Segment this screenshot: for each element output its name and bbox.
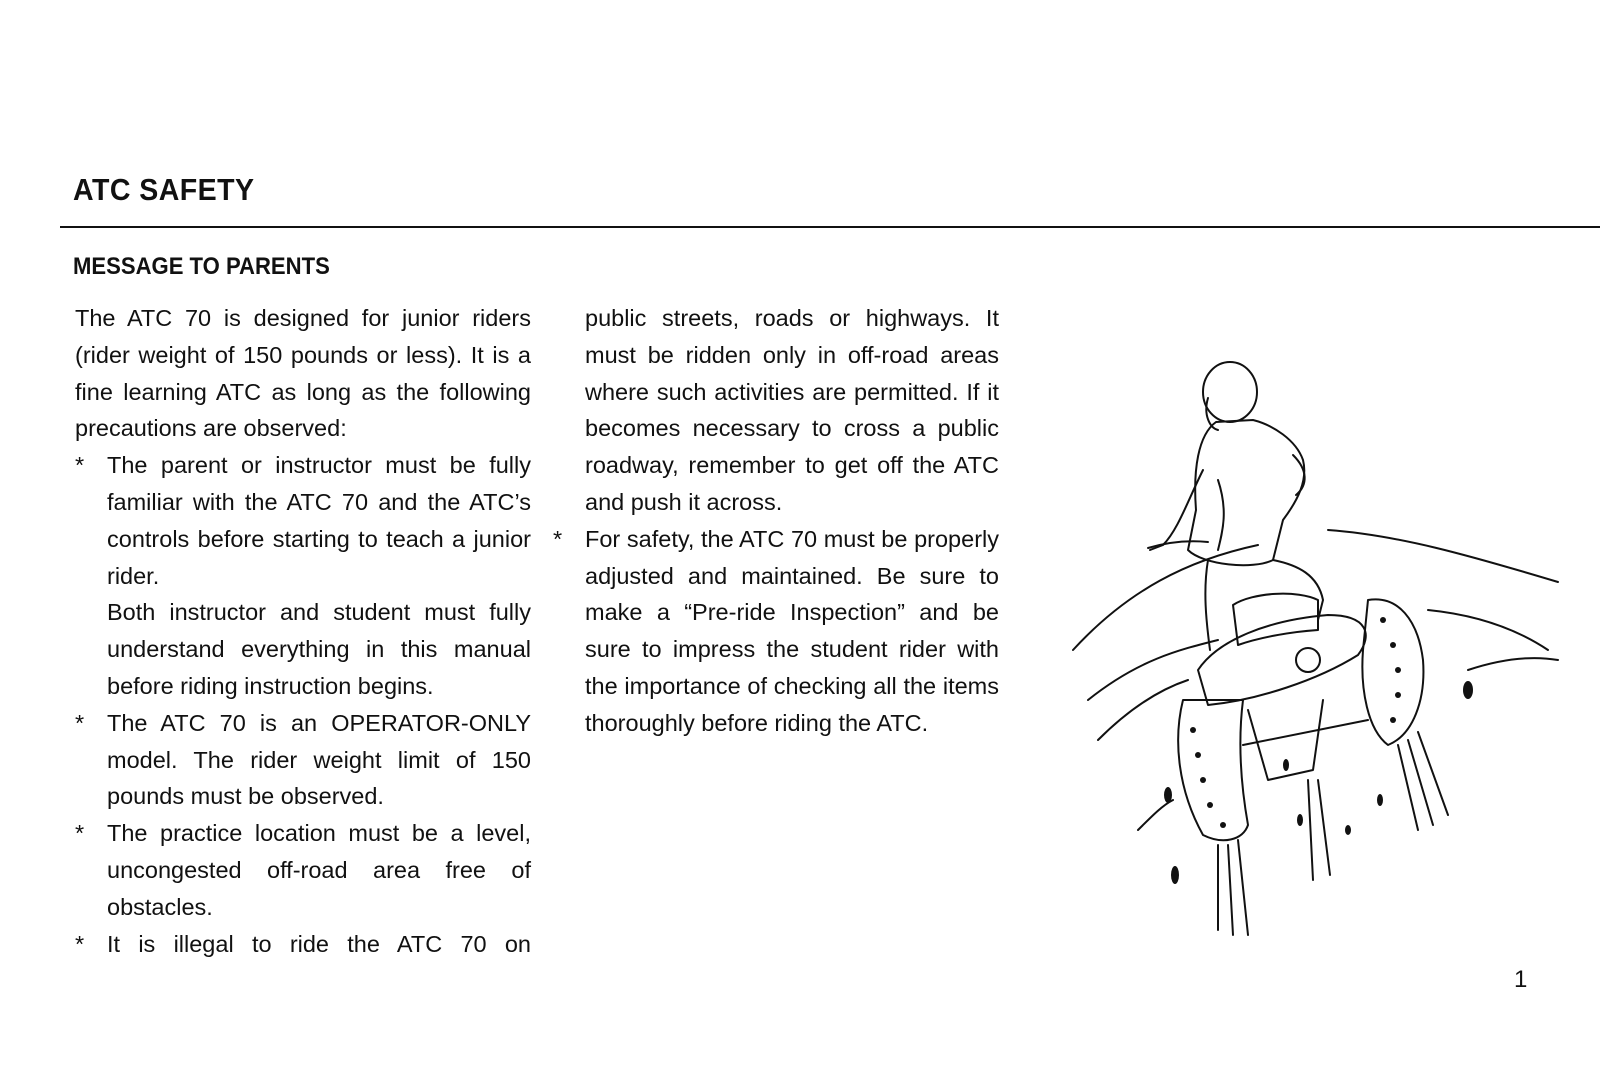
- bullet-continuation-text: public streets, roads or highways. It must be ridden only in off-road areas where such activities are permitted. If it becomes necessary to cross a public roadway, remember to get off the ATC and push it across.: [585, 305, 999, 515]
- bullet-item: [75, 926, 531, 963]
- terrain-line: [1328, 530, 1558, 582]
- tread-mark: [1395, 667, 1401, 673]
- left-column: [75, 300, 531, 962]
- atv-seat: [1233, 594, 1318, 645]
- dirt-clod: [1171, 866, 1179, 884]
- dirt-clod: [1297, 814, 1303, 826]
- atv-rear-wheel-right: [1362, 599, 1423, 745]
- atv-rear-wheel-left: [1178, 700, 1248, 840]
- dirt-clod: [1164, 787, 1172, 803]
- bullet-marker: *: [75, 930, 85, 957]
- bullet-text: For safety, the ATC 70 must be properly adjusted and maintained. Be sure to make a “Pre-ride Inspection” and be sure to impress the student rider with the importance of checking all the items thoroughly before riding the ATC.: [585, 525, 999, 736]
- tread-mark: [1200, 777, 1206, 783]
- page-number: 1: [1514, 966, 1528, 993]
- bullet-marker: *: [553, 525, 563, 552]
- dirt-clod: [1377, 794, 1383, 806]
- wheel-track: [1398, 745, 1418, 830]
- tow-hitch: [1296, 648, 1320, 672]
- wheel-track: [1408, 740, 1433, 825]
- tread-mark: [1195, 752, 1201, 758]
- bullet-text-second-paragraph: Both instructor and student must fully understand everything in this manual before riding instruction begins.: [107, 599, 531, 699]
- wheel-track: [1308, 780, 1313, 880]
- section-heading: MESSAGE TO PARENTS: [73, 253, 330, 280]
- tread-mark: [1207, 802, 1213, 808]
- dirt-clod: [1345, 825, 1351, 835]
- atv-frame: [1243, 720, 1368, 745]
- helmet: [1203, 362, 1257, 422]
- tread-mark: [1380, 617, 1386, 623]
- tread-mark: [1190, 727, 1196, 733]
- rider-leg: [1273, 560, 1323, 620]
- bullet-marker: *: [75, 820, 85, 847]
- bullet-text: The parent or instructor must be fully familiar with the ATC 70 and the ATC’s controls before starting to teach a junior rider.: [107, 452, 531, 589]
- bullet-item: [75, 705, 531, 815]
- bullet-marker: *: [75, 452, 85, 479]
- wheel-track: [1228, 845, 1233, 935]
- rider-leg: [1205, 560, 1210, 650]
- bullet-item: [553, 521, 999, 742]
- wheel-track: [1318, 780, 1330, 875]
- bullet-text: The ATC 70 is an OPERATOR-ONLY model. The rider weight limit of 150 pounds must be observed.: [107, 709, 531, 810]
- atv-fender: [1198, 615, 1366, 705]
- title-divider: [60, 226, 1600, 228]
- terrain-line: [1468, 658, 1558, 670]
- tread-mark: [1395, 692, 1401, 698]
- page-title: ATC SAFETY: [73, 172, 255, 207]
- dirt-clod: [1463, 681, 1473, 699]
- jacket-fold: [1218, 480, 1224, 550]
- bullet-marker: *: [75, 709, 85, 736]
- wheel-track: [1418, 732, 1448, 815]
- wheel-track: [1238, 840, 1248, 935]
- bullet-text: It is illegal to ride the ATC 70 on: [107, 930, 531, 957]
- tread-mark: [1390, 642, 1396, 648]
- terrain-line: [1098, 680, 1188, 740]
- terrain-line: [1138, 800, 1173, 830]
- intro-paragraph: The ATC 70 is designed for junior riders (rider weight of 150 pounds or less). It is a fine learning ATC as long as the following precautions are observed:: [75, 305, 531, 442]
- dirt-clod: [1283, 759, 1289, 771]
- tread-mark: [1390, 717, 1396, 723]
- atv-rider-illustration: [1068, 360, 1568, 950]
- bullet-item: [75, 447, 531, 705]
- tread-mark: [1220, 822, 1226, 828]
- bullet-text: The practice location must be a level, uncongested off-road area free of obstacles.: [107, 820, 531, 920]
- rider-torso: [1188, 420, 1304, 565]
- right-column: [553, 300, 999, 742]
- terrain-line: [1428, 610, 1548, 650]
- bullet-item: [75, 815, 531, 925]
- terrain-line: [1073, 545, 1258, 650]
